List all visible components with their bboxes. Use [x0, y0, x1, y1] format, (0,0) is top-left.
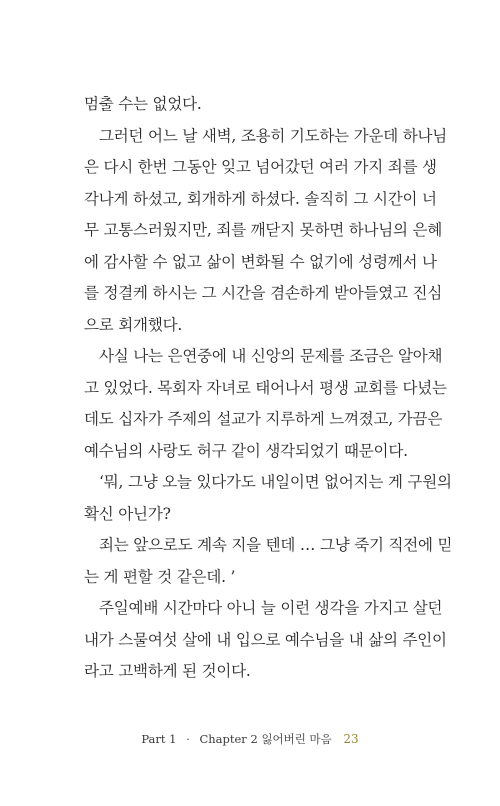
text-line: 예수님의 사랑도 허구 같이 생각되었기 때문이다. — [84, 441, 408, 460]
text-line: 확신 아닌가? — [84, 504, 171, 523]
text-line: 를 정결케 하시는 그 시간을 겸손하게 받아들였고 진심 — [84, 284, 443, 302]
body-text — [84, 89, 453, 688]
text-line: 각나게 하셨고, 회개하게 하셨다. 솔직히 그 시간이 너 — [84, 189, 437, 208]
page-footer — [0, 731, 500, 747]
footer-part: Part 1 — [141, 732, 177, 746]
text-line: 그러던 어느 날 새벽, 조용히 기도하는 가운데 하나님 — [99, 126, 448, 145]
text-line: 으로 회개했다. — [84, 315, 183, 334]
text-line: 무 고통스러웠지만, 죄를 깨닫지 못하면 하나님의 은혜 — [84, 221, 443, 239]
footer-chapter: Chapter 2 — [199, 732, 258, 746]
text-line: 는 게 편할 것 같은데. ’ — [84, 567, 236, 586]
text-line: 은 다시 한번 그동안 잊고 넘어갔던 여러 가지 죄를 생 — [84, 158, 437, 176]
text-line: 죄는 앞으로도 계속 지을 텐데 … 그냥 죽기 직전에 믿 — [99, 536, 453, 554]
text-line: 내가 스물여섯 살에 내 입으로 예수님을 내 삶의 주인이 — [84, 630, 447, 649]
text-line: 고 있었다. 목회자 자녀로 태어나서 평생 교회를 다녔는 — [84, 378, 447, 397]
text-line: ‘뭐, 그냥 오늘 있다가도 내일이면 없어지는 게 구원의 — [99, 473, 452, 491]
text-line: 에 감사할 수 없고 삶이 변화될 수 없기에 성령께서 나 — [84, 252, 437, 271]
text-line: 데도 십자가 주제의 설교가 지루하게 느껴졌고, 가끔은 — [84, 410, 443, 428]
text-line: 사실 나는 은연중에 내 신앙의 문제를 조금은 알아채 — [99, 347, 443, 365]
footer-separator: · — [186, 732, 190, 746]
footer-chapter-title: 잃어버린 마음 — [261, 732, 332, 746]
text-line: 멈출 수는 없었다. — [84, 95, 202, 113]
text-line: 주일예배 시간마다 아니 늘 이런 생각을 가지고 살던 — [99, 599, 443, 617]
text-line: 라고 고백하게 된 것이다. — [84, 662, 251, 680]
page-number: 23 — [343, 732, 359, 746]
